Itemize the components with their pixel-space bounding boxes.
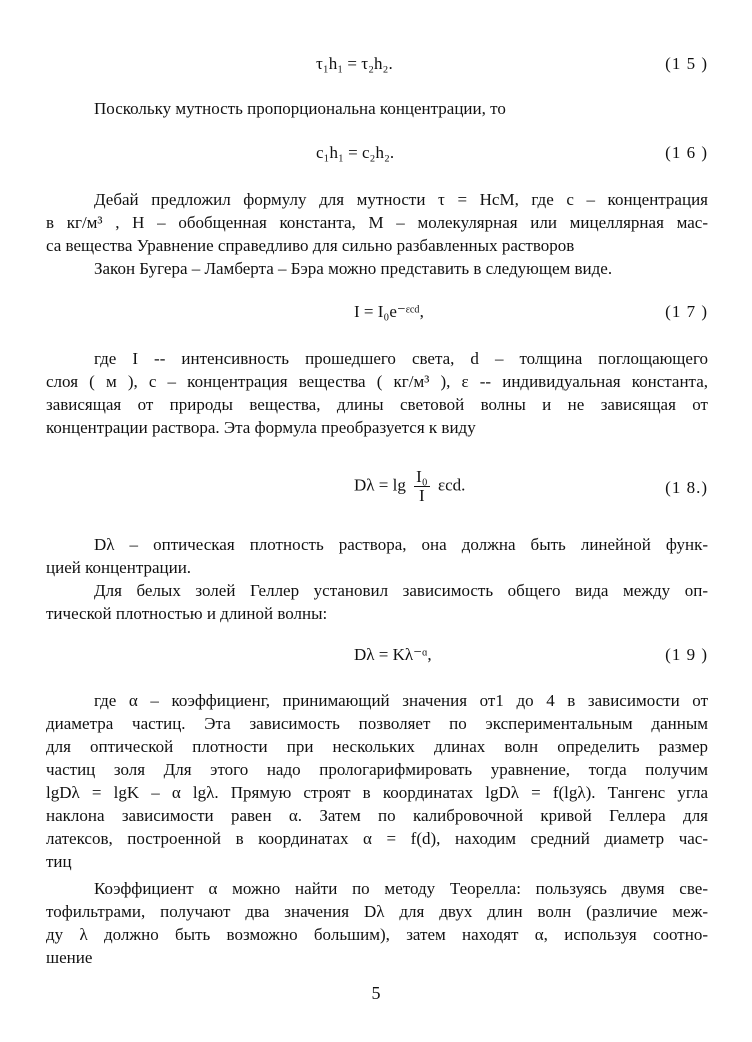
equation-17 [46,302,708,332]
equation-15-formula: τ₁h₁ = τ₂h₂. [316,54,393,73]
equation-18-numerator: I₀ [416,467,428,486]
equation-16-number: (1 6 ) [665,143,708,162]
equation-17-formula: I = I₀e⁻ᵋᶜᵈ, [354,302,424,321]
paragraph-line: Для белых золей Геллер установил зависимость общего вида между оп- [94,581,708,600]
paragraph-line: где I -- интенсивность прошедшего света, d – толщина поглощающего [94,349,708,368]
paragraph-line: Закон Бугера – Ламберта – Бэра можно представить в следующем виде. [94,259,613,278]
paragraph-line: латексов, построенной в координатах α = f(d), находим средний диаметр час- [46,829,708,848]
equation-16 [46,143,708,173]
equation-19 [46,645,708,675]
equation-19-number: (1 9 ) [665,645,708,664]
paragraph-line: Дебай предложил формулу для мутности τ = HcM, где c – концентрация [94,190,708,209]
paragraph-line: тофильтрами, получают два значения Dλ для двух длин волн (различие меж- [46,902,708,921]
paragraph-line: где α – коэффициенг, принимающий значения от1 до 4 в зависимости от [94,691,708,710]
equation-18-lhs: Dλ = lg [354,475,406,495]
equation-16-formula: c₁h₁ = c₂h₂. [316,143,395,162]
paragraph-line: зависящая от природы вещества, длины световой волны и не зависящая от [46,395,708,414]
paragraph-line: наклона зависимости равен α. Затем по калибровочной кривой Геллера для [46,806,708,825]
equation-18 [46,462,708,508]
paragraph-line: частиц золя Для этого надо прологарифмировать уравнение, тогда получим [46,760,708,779]
equation-18-number: (1 8.) [665,478,708,497]
paragraph-line: Поскольку мутность пропорциональна концентрации, то [94,99,506,118]
paragraph-line: Dλ – оптическая плотность раствора, она должна быть линейной функ- [94,535,708,554]
equation-18-formula [354,468,465,505]
paragraph-line: цией концентрации. [46,558,192,577]
equation-18-rhs: εcd. [437,475,466,495]
paragraph-line: диаметра частиц. Эта зависимость позволяет по экспериментальным данным [46,714,708,733]
paragraph-line: для оптической плотности при нескольких длинах волн определить размер [46,737,708,756]
equation-18-denominator: I [419,486,425,505]
paragraph-line: тиц [46,852,72,871]
equation-17-number: (1 7 ) [665,302,708,321]
equation-19-formula: Dλ = Kλ⁻ᵅ, [354,645,432,664]
equation-15 [46,54,708,84]
paragraph-line: са вещества Уравнение справедливо для сильно разбавленных растворов [46,236,575,255]
paragraph-line: тической плотностью и длиной волны: [46,604,328,623]
paragraph-line: шение [46,948,93,967]
paragraph-line: ду λ должно быть возможно большим), затем находят α, используя соотно- [46,925,708,944]
paragraph-line: слоя ( м ), c – концентрация вещества ( кг/м³ ), ε -- индивидуальная константа, [46,372,708,391]
paragraph-line: Коэффициент α можно найти по методу Теорелла: пользуясь двумя све- [94,879,708,898]
paragraph-line: концентрации раствора. Эта формула преобразуется к виду [46,418,476,437]
paragraph-line: в кг/м³ , H – обобщенная константа, M – молекулярная или мицеллярная мас- [46,213,708,232]
equation-18-fraction [414,468,430,505]
equation-15-number: (1 5 ) [665,54,708,73]
page-number: 5 [371,983,381,1003]
paragraph-line: lgDλ = lgK – α lgλ. Прямую строят в координатах lgDλ = f(lgλ). Тангенс угла [46,783,708,802]
